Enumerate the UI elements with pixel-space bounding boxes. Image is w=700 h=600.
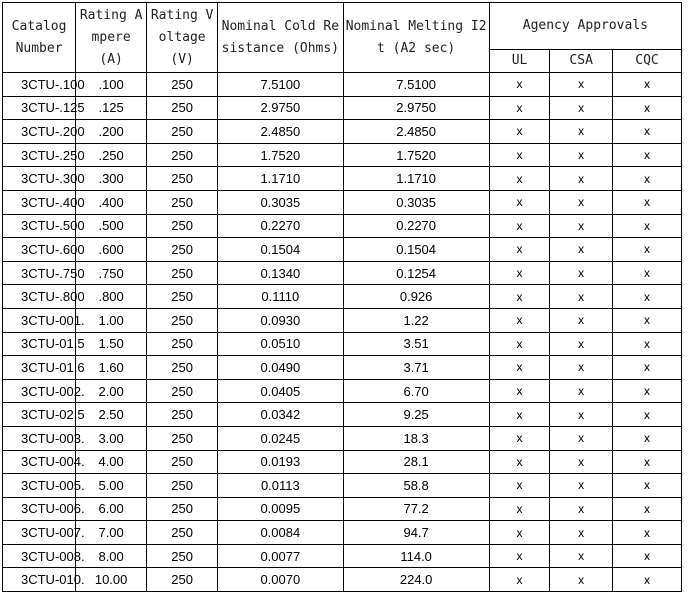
- csa-approval-cell: x: [550, 261, 613, 285]
- csa-approval-cell: x: [550, 73, 613, 97]
- catalog-number-cell: 3CTU-002.: [3, 379, 76, 403]
- melting-i2t-cell: 1.1710: [343, 167, 489, 191]
- catalog-number-cell: 3CTU-.250: [3, 143, 76, 167]
- cqc-approval-cell: x: [613, 521, 682, 545]
- ul-approval-cell: x: [489, 308, 550, 332]
- rating-ampere-cell: .800: [76, 285, 147, 309]
- ul-approval-cell: x: [489, 544, 550, 568]
- header-nominal-melting-i2t: Nominal Melting I2t (A2 sec): [343, 3, 489, 73]
- ul-approval-cell: x: [489, 356, 550, 380]
- ul-approval-cell: x: [489, 143, 550, 167]
- cold-resistance-cell: 2.9750: [218, 96, 343, 120]
- csa-approval-cell: x: [550, 214, 613, 238]
- header-rating-ampere: Rating Ampere (A): [76, 3, 147, 73]
- ul-approval-cell: x: [489, 73, 550, 97]
- cold-resistance-cell: 0.0342: [218, 403, 343, 427]
- table-row: [3, 73, 682, 97]
- rating-ampere-cell: .125: [76, 96, 147, 120]
- rating-voltage-cell: 250: [147, 214, 218, 238]
- table-row: [3, 450, 682, 474]
- table-row: [3, 568, 682, 592]
- rating-voltage-cell: 250: [147, 426, 218, 450]
- cold-resistance-cell: 0.0070: [218, 568, 343, 592]
- cold-resistance-cell: 7.5100: [218, 73, 343, 97]
- header-cqc: CQC: [613, 50, 682, 73]
- cqc-approval-cell: x: [613, 426, 682, 450]
- rating-voltage-cell: 250: [147, 167, 218, 191]
- rating-ampere-cell: .750: [76, 261, 147, 285]
- rating-ampere-cell: .200: [76, 120, 147, 144]
- ul-approval-cell: x: [489, 474, 550, 498]
- ul-approval-cell: x: [489, 426, 550, 450]
- fuse-spec-table: [2, 2, 682, 592]
- table-row: [3, 143, 682, 167]
- catalog-number-cell: 3CTU-005.: [3, 474, 76, 498]
- table-row: [3, 474, 682, 498]
- csa-approval-cell: x: [550, 568, 613, 592]
- catalog-number-cell: 3CTU-.125: [3, 96, 76, 120]
- rating-voltage-cell: 250: [147, 73, 218, 97]
- csa-approval-cell: x: [550, 544, 613, 568]
- melting-i2t-cell: 114.0: [343, 544, 489, 568]
- rating-voltage-cell: 250: [147, 356, 218, 380]
- cold-resistance-cell: 0.0405: [218, 379, 343, 403]
- melting-i2t-cell: 0.1504: [343, 238, 489, 262]
- catalog-number-cell: 3CTU-.200: [3, 120, 76, 144]
- catalog-number-cell: 3CTU-01.6: [3, 356, 76, 380]
- csa-approval-cell: x: [550, 238, 613, 262]
- ul-approval-cell: x: [489, 190, 550, 214]
- csa-approval-cell: x: [550, 285, 613, 309]
- cold-resistance-cell: 0.0930: [218, 308, 343, 332]
- catalog-number-cell: 3CTU-004.: [3, 450, 76, 474]
- rating-voltage-cell: 250: [147, 308, 218, 332]
- header-nominal-cold-resistance: Nominal Cold Resistance (Ohms): [218, 3, 343, 73]
- catalog-number-cell: 3CTU-.800: [3, 285, 76, 309]
- table-row: [3, 238, 682, 262]
- cold-resistance-cell: 0.0490: [218, 356, 343, 380]
- table-row: [3, 544, 682, 568]
- cold-resistance-cell: 0.3035: [218, 190, 343, 214]
- table-row: [3, 214, 682, 238]
- ul-approval-cell: x: [489, 214, 550, 238]
- rating-ampere-cell: .400: [76, 190, 147, 214]
- catalog-number-cell: 3CTU-.100: [3, 73, 76, 97]
- ul-approval-cell: x: [489, 403, 550, 427]
- melting-i2t-cell: 224.0: [343, 568, 489, 592]
- table-row: [3, 96, 682, 120]
- catalog-number-cell: 3CTU-.400: [3, 190, 76, 214]
- melting-i2t-cell: 1.7520: [343, 143, 489, 167]
- rating-ampere-cell: 8.00: [76, 544, 147, 568]
- ul-approval-cell: x: [489, 568, 550, 592]
- melting-i2t-cell: 18.3: [343, 426, 489, 450]
- rating-ampere-cell: 3.00: [76, 426, 147, 450]
- rating-ampere-cell: 10.00: [76, 568, 147, 592]
- melting-i2t-cell: 2.9750: [343, 96, 489, 120]
- table-row: [3, 497, 682, 521]
- catalog-number-cell: 3CTU-.600: [3, 238, 76, 262]
- cqc-approval-cell: x: [613, 450, 682, 474]
- cqc-approval-cell: x: [613, 120, 682, 144]
- cold-resistance-cell: 0.0245: [218, 426, 343, 450]
- cold-resistance-cell: 0.1110: [218, 285, 343, 309]
- catalog-number-cell: 3CTU-007.: [3, 521, 76, 545]
- melting-i2t-cell: 94.7: [343, 521, 489, 545]
- ul-approval-cell: x: [489, 120, 550, 144]
- rating-ampere-cell: 7.00: [76, 521, 147, 545]
- melting-i2t-cell: 1.22: [343, 308, 489, 332]
- table-row: [3, 379, 682, 403]
- csa-approval-cell: x: [550, 356, 613, 380]
- csa-approval-cell: x: [550, 474, 613, 498]
- header-ul: UL: [489, 50, 550, 73]
- rating-voltage-cell: 250: [147, 143, 218, 167]
- table-row: [3, 190, 682, 214]
- catalog-number-cell: 3CTU-.750: [3, 261, 76, 285]
- melting-i2t-cell: 28.1: [343, 450, 489, 474]
- melting-i2t-cell: 77.2: [343, 497, 489, 521]
- cold-resistance-cell: 0.0193: [218, 450, 343, 474]
- rating-voltage-cell: 250: [147, 96, 218, 120]
- cqc-approval-cell: x: [613, 332, 682, 356]
- csa-approval-cell: x: [550, 190, 613, 214]
- cqc-approval-cell: x: [613, 214, 682, 238]
- cqc-approval-cell: x: [613, 238, 682, 262]
- rating-voltage-cell: 250: [147, 450, 218, 474]
- rating-voltage-cell: 250: [147, 120, 218, 144]
- csa-approval-cell: x: [550, 521, 613, 545]
- table-row: [3, 261, 682, 285]
- csa-approval-cell: x: [550, 308, 613, 332]
- melting-i2t-cell: 7.5100: [343, 73, 489, 97]
- table-row: [3, 403, 682, 427]
- table-row: [3, 426, 682, 450]
- cqc-approval-cell: x: [613, 308, 682, 332]
- header-csa: CSA: [550, 50, 613, 73]
- rating-ampere-cell: 1.60: [76, 356, 147, 380]
- rating-ampere-cell: 2.00: [76, 379, 147, 403]
- csa-approval-cell: x: [550, 379, 613, 403]
- cold-resistance-cell: 0.0077: [218, 544, 343, 568]
- rating-ampere-cell: 5.00: [76, 474, 147, 498]
- rating-voltage-cell: 250: [147, 521, 218, 545]
- cold-resistance-cell: 0.1504: [218, 238, 343, 262]
- cqc-approval-cell: x: [613, 190, 682, 214]
- catalog-number-cell: 3CTU-.500: [3, 214, 76, 238]
- rating-voltage-cell: 250: [147, 474, 218, 498]
- cold-resistance-cell: 0.0113: [218, 474, 343, 498]
- melting-i2t-cell: 6.70: [343, 379, 489, 403]
- catalog-number-cell: 3CTU-.300: [3, 167, 76, 191]
- melting-i2t-cell: 58.8: [343, 474, 489, 498]
- rating-voltage-cell: 250: [147, 568, 218, 592]
- melting-i2t-cell: 2.4850: [343, 120, 489, 144]
- table-row: [3, 285, 682, 309]
- cold-resistance-cell: 1.7520: [218, 143, 343, 167]
- cqc-approval-cell: x: [613, 73, 682, 97]
- cqc-approval-cell: x: [613, 403, 682, 427]
- table-row: [3, 167, 682, 191]
- catalog-number-cell: 3CTU-001.: [3, 308, 76, 332]
- rating-ampere-cell: .600: [76, 238, 147, 262]
- ul-approval-cell: x: [489, 167, 550, 191]
- rating-voltage-cell: 250: [147, 332, 218, 356]
- ul-approval-cell: x: [489, 285, 550, 309]
- rating-voltage-cell: 250: [147, 403, 218, 427]
- cqc-approval-cell: x: [613, 568, 682, 592]
- csa-approval-cell: x: [550, 96, 613, 120]
- ul-approval-cell: x: [489, 379, 550, 403]
- cqc-approval-cell: x: [613, 356, 682, 380]
- melting-i2t-cell: 0.3035: [343, 190, 489, 214]
- rating-voltage-cell: 250: [147, 497, 218, 521]
- rating-ampere-cell: .100: [76, 73, 147, 97]
- cqc-approval-cell: x: [613, 544, 682, 568]
- header-rating-voltage: Rating Voltage (V): [147, 3, 218, 73]
- catalog-number-cell: 3CTU-010.: [3, 568, 76, 592]
- rating-voltage-cell: 250: [147, 379, 218, 403]
- cqc-approval-cell: x: [613, 143, 682, 167]
- table-body: [3, 73, 682, 592]
- catalog-number-cell: 3CTU-003.: [3, 426, 76, 450]
- ul-approval-cell: x: [489, 450, 550, 474]
- csa-approval-cell: x: [550, 450, 613, 474]
- rating-ampere-cell: 2.50: [76, 403, 147, 427]
- ul-approval-cell: x: [489, 261, 550, 285]
- cold-resistance-cell: 0.0510: [218, 332, 343, 356]
- table-row: [3, 356, 682, 380]
- csa-approval-cell: x: [550, 120, 613, 144]
- csa-approval-cell: x: [550, 497, 613, 521]
- rating-voltage-cell: 250: [147, 544, 218, 568]
- rating-ampere-cell: 4.00: [76, 450, 147, 474]
- cqc-approval-cell: x: [613, 497, 682, 521]
- rating-ampere-cell: .250: [76, 143, 147, 167]
- cqc-approval-cell: x: [613, 474, 682, 498]
- table-row: [3, 120, 682, 144]
- csa-approval-cell: x: [550, 403, 613, 427]
- csa-approval-cell: x: [550, 167, 613, 191]
- melting-i2t-cell: 3.71: [343, 356, 489, 380]
- rating-ampere-cell: 6.00: [76, 497, 147, 521]
- rating-voltage-cell: 250: [147, 190, 218, 214]
- ul-approval-cell: x: [489, 96, 550, 120]
- csa-approval-cell: x: [550, 143, 613, 167]
- rating-voltage-cell: 250: [147, 238, 218, 262]
- csa-approval-cell: x: [550, 426, 613, 450]
- rating-ampere-cell: 1.50: [76, 332, 147, 356]
- cqc-approval-cell: x: [613, 261, 682, 285]
- cold-resistance-cell: 0.0095: [218, 497, 343, 521]
- ul-approval-cell: x: [489, 332, 550, 356]
- table-row: [3, 521, 682, 545]
- cqc-approval-cell: x: [613, 167, 682, 191]
- cqc-approval-cell: x: [613, 285, 682, 309]
- header-catalog-number: Catalog Number: [3, 3, 76, 73]
- melting-i2t-cell: 9.25: [343, 403, 489, 427]
- ul-approval-cell: x: [489, 238, 550, 262]
- table-row: [3, 308, 682, 332]
- melting-i2t-cell: 0.2270: [343, 214, 489, 238]
- rating-ampere-cell: 1.00: [76, 308, 147, 332]
- csa-approval-cell: x: [550, 332, 613, 356]
- rating-ampere-cell: .500: [76, 214, 147, 238]
- rating-voltage-cell: 250: [147, 285, 218, 309]
- melting-i2t-cell: 3.51: [343, 332, 489, 356]
- cold-resistance-cell: 0.1340: [218, 261, 343, 285]
- ul-approval-cell: x: [489, 521, 550, 545]
- catalog-number-cell: 3CTU-006.: [3, 497, 76, 521]
- rating-ampere-cell: .300: [76, 167, 147, 191]
- ul-approval-cell: x: [489, 497, 550, 521]
- melting-i2t-cell: 0.926: [343, 285, 489, 309]
- cold-resistance-cell: 0.0084: [218, 521, 343, 545]
- header-agency-approvals: Agency Approvals: [489, 3, 681, 50]
- table-row: [3, 332, 682, 356]
- catalog-number-cell: 3CTU-008.: [3, 544, 76, 568]
- cold-resistance-cell: 2.4850: [218, 120, 343, 144]
- cqc-approval-cell: x: [613, 379, 682, 403]
- rating-voltage-cell: 250: [147, 261, 218, 285]
- cold-resistance-cell: 0.2270: [218, 214, 343, 238]
- catalog-number-cell: 3CTU-02.5: [3, 403, 76, 427]
- cqc-approval-cell: x: [613, 96, 682, 120]
- catalog-number-cell: 3CTU-01.5: [3, 332, 76, 356]
- cold-resistance-cell: 1.1710: [218, 167, 343, 191]
- melting-i2t-cell: 0.1254: [343, 261, 489, 285]
